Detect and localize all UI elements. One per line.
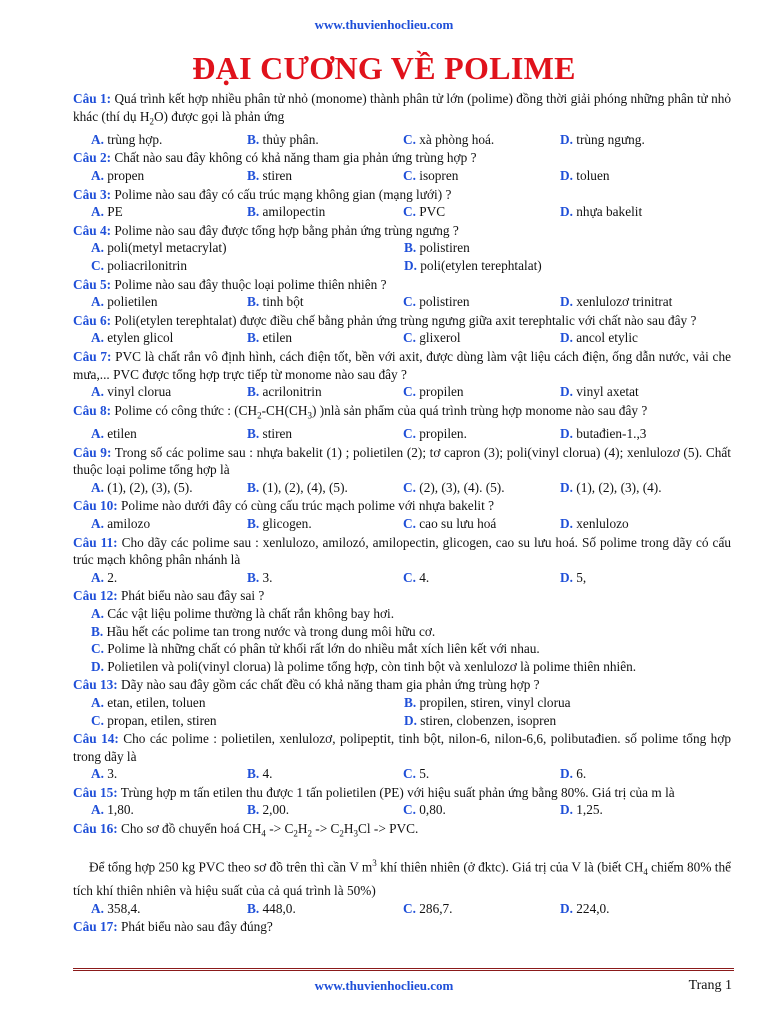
answer-option	[247, 293, 403, 311]
option-text: 224,0.	[576, 900, 610, 916]
question-text	[73, 186, 731, 204]
option-text: amilopectin	[262, 204, 326, 220]
option-letter: C.	[403, 479, 416, 495]
question-item	[73, 149, 731, 184]
answer-options	[73, 801, 731, 819]
option-text: 1,80.	[107, 802, 134, 818]
option-text: 0,80.	[419, 802, 446, 818]
answer-option	[91, 329, 247, 347]
answer-options	[73, 329, 731, 347]
answer-option	[560, 383, 749, 401]
option-text: etilen	[262, 330, 293, 346]
option-letter: B.	[247, 384, 260, 400]
option-text: glixerol	[419, 330, 461, 346]
option-text: isopren	[419, 168, 459, 184]
question-item	[73, 444, 731, 497]
option-letter: C.	[403, 802, 416, 818]
question-number: Câu 16:	[73, 821, 118, 837]
question-text	[73, 587, 731, 605]
option-letter: C.	[91, 712, 104, 728]
answer-options	[73, 425, 731, 443]
option-text: 3.	[107, 766, 118, 782]
question-stem: Poli(etylen terephtalat) được điều chế bằng phản ứng trùng ngưng giữa axit terephtalic với chất nào sau đây ?	[114, 312, 697, 328]
answer-option	[247, 425, 403, 443]
question-item	[73, 918, 731, 936]
answer-option	[247, 765, 403, 783]
option-text: 286,7.	[419, 900, 453, 916]
option-text: Hầu hết các polime tan trong nước và trong dung môi hữu cơ.	[106, 623, 436, 639]
question-number: Câu 3:	[73, 186, 112, 202]
answer-option	[247, 900, 403, 918]
question-item	[73, 676, 731, 729]
answer-option	[91, 712, 404, 730]
question-item	[73, 312, 731, 347]
answer-option	[247, 515, 403, 533]
question-item	[73, 276, 731, 311]
answer-option	[560, 329, 749, 347]
option-letter: B.	[247, 802, 260, 818]
answer-option	[91, 257, 404, 275]
answer-option	[91, 623, 731, 641]
answer-option	[91, 479, 247, 497]
answer-options	[73, 203, 731, 221]
option-text: (2), (3), (4). (5).	[419, 479, 505, 495]
option-letter: A.	[91, 900, 104, 916]
question-item	[73, 348, 731, 401]
question-number: Câu 5:	[73, 276, 112, 292]
option-letter: D.	[560, 479, 573, 495]
option-text: etilen	[107, 426, 137, 441]
question-number: Câu 14:	[73, 731, 119, 747]
option-letter: A.	[91, 605, 104, 621]
answer-option	[91, 605, 731, 623]
option-text: (1), (2), (3), (5).	[107, 479, 193, 495]
question-stem: Chất nào sau đây không có khả năng tham gia phản ứng trùng hợp ?	[114, 150, 477, 166]
option-letter: A.	[91, 694, 104, 710]
option-text: xenlulozơ trinitrat	[576, 294, 673, 310]
answer-option	[91, 640, 731, 658]
question-item	[73, 402, 731, 443]
answer-option	[404, 712, 731, 730]
question-number: Câu 13:	[73, 677, 118, 693]
option-text: propan, etilen, stiren	[107, 712, 217, 728]
answer-option	[403, 801, 560, 819]
option-letter: B.	[247, 294, 260, 310]
question-stem: Polime nào sau đây thuộc loại polime thiên nhiên ?	[114, 276, 387, 292]
question-number: Câu 9:	[73, 444, 112, 460]
answer-option	[560, 167, 749, 185]
answer-option	[403, 329, 560, 347]
answer-options	[73, 167, 731, 185]
option-letter: C.	[403, 330, 416, 346]
answer-option	[91, 383, 247, 401]
question-item	[73, 587, 731, 675]
option-text: Polime là những chất có phân tử khối rất lớn do nhiều mắt xích liên kết với nhau.	[107, 641, 540, 657]
question-text	[73, 402, 731, 425]
answer-option	[560, 479, 749, 497]
option-letter: A.	[91, 479, 104, 495]
question-stem: Phát biểu nào sau đây sai ?	[121, 588, 265, 604]
option-letter: B.	[247, 900, 260, 916]
question-item	[73, 497, 731, 532]
answer-options	[73, 605, 731, 675]
option-letter: B.	[91, 623, 104, 639]
option-text: amilozo	[107, 515, 151, 531]
question-number: Câu 2:	[73, 150, 112, 166]
option-text: 3.	[262, 569, 273, 585]
document-title: ĐẠI CƯƠNG VỀ POLIME	[192, 50, 576, 86]
footer-site-link[interactable]: www.thuvienhoclieu.com	[314, 978, 454, 993]
answer-option	[403, 900, 560, 918]
option-letter: D.	[404, 712, 417, 728]
option-letter: A.	[91, 330, 104, 346]
option-letter: B.	[404, 240, 417, 256]
question-number: Câu 6:	[73, 312, 112, 328]
option-letter: D.	[560, 426, 573, 441]
answer-options	[73, 569, 731, 587]
answer-option	[560, 765, 749, 783]
question-list	[73, 90, 731, 937]
option-text: trùng hợp.	[107, 131, 163, 147]
option-letter: B.	[247, 131, 260, 147]
answer-option	[560, 131, 749, 149]
option-text: 2.	[107, 569, 118, 585]
footer-divider	[73, 968, 734, 971]
option-letter: D.	[404, 258, 417, 273]
option-letter: C.	[403, 900, 416, 916]
answer-option	[404, 694, 731, 712]
option-text: 5.	[419, 766, 430, 782]
option-text: ancol etylic	[576, 330, 638, 346]
option-letter: D.	[560, 168, 573, 184]
question-text	[73, 730, 731, 765]
answer-options	[73, 383, 731, 401]
option-text: propilen.	[419, 426, 467, 441]
option-text: Polietilen và poli(vinyl clorua) là polime tổng hợp, còn tinh bột và xenlulozơ là polime thiên nhiên.	[107, 658, 637, 674]
answer-option	[404, 239, 731, 257]
option-text: 1,25.	[576, 802, 603, 818]
question-text	[73, 222, 731, 240]
option-letter: C.	[403, 766, 416, 782]
answer-option	[403, 293, 560, 311]
answer-option	[91, 293, 247, 311]
question-stem: Trong số các polime sau : nhựa bakelit (1) ; polietilen (2); tơ capron (3); poli(vinyl clorua) (4); xenlulozơ (5). Chất thuộc loại polime tổng hợp là	[73, 444, 731, 478]
question-item	[73, 222, 731, 275]
question-text	[73, 444, 731, 479]
option-text: 4.	[262, 766, 273, 782]
option-text: glicogen.	[262, 515, 312, 531]
option-text: 4.	[419, 569, 430, 585]
option-letter: C.	[91, 258, 104, 273]
answer-option	[91, 694, 404, 712]
option-letter: A.	[91, 168, 104, 184]
option-letter: D.	[560, 384, 573, 400]
option-letter: D.	[560, 802, 573, 818]
answer-options	[73, 479, 731, 497]
question-stem: Polime nào sau đây có cấu trúc mạng không gian (mạng lưới) ?	[114, 186, 452, 202]
answer-option	[91, 167, 247, 185]
option-text: poli(etylen terephtalat)	[420, 258, 542, 273]
question-text	[73, 348, 731, 383]
question-text	[73, 784, 731, 802]
option-text: poliacrilonitrin	[107, 258, 188, 273]
option-text: 6.	[576, 766, 587, 782]
option-text: 5,	[576, 569, 587, 585]
option-letter: C.	[91, 641, 104, 657]
option-text: (1), (2), (3), (4).	[576, 479, 662, 495]
answer-options	[73, 694, 731, 729]
answer-option	[91, 900, 247, 918]
answer-option	[403, 131, 560, 149]
option-letter: B.	[247, 479, 260, 495]
answer-option	[560, 801, 749, 819]
option-text: propilen, stiren, vinyl clorua	[419, 694, 571, 710]
question-number: Câu 12:	[73, 588, 118, 604]
question-stem: Quá trình kết hợp nhiều phân tử nhỏ (monome) thành phân tử lớn (polime) đồng thời giải phóng những phân tử nhỏ khác (thí dụ $H_2O$) được gọi là phản ứng	[73, 91, 732, 127]
option-text: propilen	[419, 384, 464, 400]
question-number: Câu 10:	[73, 498, 118, 514]
option-letter: C.	[403, 294, 416, 310]
option-text: polistiren	[419, 240, 470, 256]
question-stem: Cho sơ đồ chuyển hoá $CH_4 -> C_2H_2 -> C_2H_3Cl$ -> PVC.	[121, 821, 419, 839]
question-text	[73, 534, 731, 569]
question-item	[73, 534, 731, 587]
answer-option	[403, 425, 560, 443]
question-stem: Polime có công thức : ($CH_2-CH(CH_3)$ )nlà sản phẩm của quá trình trùng hợp monome nào sau đây ?	[114, 402, 648, 421]
option-text: (1), (2), (4), (5).	[262, 479, 348, 495]
answer-options	[73, 131, 731, 149]
answer-option	[247, 801, 403, 819]
question-item	[73, 820, 731, 917]
option-letter: B.	[404, 694, 417, 710]
question-extra-text: Để tổng hợp 250 kg PVC theo sơ đồ trên thì cần V $m^3$ khí thiên nhiên (ở đktc). Giá trị của V là (biết $CH_4$ chiếm 80% thể tích khí thiên nhiên và hiệu suất của cả quá trình là 50%)	[73, 858, 731, 898]
option-letter: A.	[91, 240, 104, 256]
option-letter: A.	[91, 204, 104, 220]
answer-options	[73, 515, 731, 533]
option-letter: C.	[403, 569, 416, 585]
answer-option	[560, 569, 749, 587]
option-text: stiren	[262, 426, 293, 441]
option-text: 448,0.	[262, 900, 296, 916]
answer-option	[560, 203, 749, 221]
question-stem: Cho các polime : polietilen, xenlulozơ, polipeptit, tinh bột, nilon-6, nilon-6,6, polibutađien. số polime tổng hợp trong dãy là	[73, 731, 732, 764]
option-letter: B.	[247, 330, 260, 346]
question-number: Câu 8:	[73, 402, 112, 418]
question-text	[73, 312, 731, 330]
option-text: poli(metyl metacrylat)	[107, 240, 227, 256]
option-text: 2,00.	[262, 802, 290, 818]
option-letter: C.	[403, 515, 416, 531]
option-text: stiren	[262, 168, 293, 184]
answer-option	[91, 515, 247, 533]
option-letter: A.	[91, 766, 104, 782]
answer-option	[404, 257, 731, 275]
option-letter: D.	[560, 515, 573, 531]
answer-option	[560, 515, 749, 533]
option-text: cao su lưu hoá	[419, 515, 497, 531]
option-text: xenlulozo	[576, 515, 629, 531]
question-text	[73, 676, 731, 694]
answer-option	[91, 801, 247, 819]
option-letter: B.	[247, 204, 260, 220]
option-letter: B.	[247, 569, 260, 585]
answer-option	[91, 658, 731, 676]
option-text: acrilonitrin	[262, 384, 322, 400]
option-text: polistiren	[419, 294, 470, 310]
option-letter: A.	[91, 802, 104, 818]
option-letter: A.	[91, 294, 104, 310]
question-number: Câu 11:	[73, 534, 118, 550]
answer-option	[247, 203, 403, 221]
answer-options	[73, 239, 731, 274]
question-stem: Cho dãy các polime sau : xenlulozo, amilozó, amilopectin, glicogen, cao su lưu hoá. Số polime trong dãy có cấu trúc mạch không phân nhánh là	[73, 534, 731, 568]
option-text: polietilen	[107, 294, 158, 310]
answer-option	[403, 515, 560, 533]
answer-option	[403, 203, 560, 221]
question-item	[73, 784, 731, 819]
option-text: toluen	[576, 168, 610, 184]
question-stem: Phát biểu nào sau đây đúng?	[121, 919, 273, 935]
answer-options	[73, 293, 731, 311]
option-text: trùng ngưng.	[576, 131, 645, 147]
answer-option	[247, 383, 403, 401]
answer-option	[91, 765, 247, 783]
question-text	[73, 918, 731, 936]
option-letter: C.	[403, 384, 416, 400]
option-letter: A.	[91, 426, 104, 441]
option-letter: A.	[91, 131, 104, 147]
option-text: xà phòng hoá.	[419, 131, 495, 147]
answer-option	[91, 569, 247, 587]
question-number: Câu 7:	[73, 348, 112, 364]
answer-option	[247, 167, 403, 185]
header-site-link[interactable]: www.thuvienhoclieu.com	[314, 17, 454, 32]
answer-option	[403, 383, 560, 401]
answer-option	[403, 765, 560, 783]
question-stem: Dãy nào sau đây gồm các chất đều có khả năng tham gia phản ứng trùng hợp ?	[121, 677, 540, 693]
answer-option	[560, 425, 749, 443]
question-stem: Trùng hợp m tấn etilen thu được 1 tấn polietilen (PE) với hiệu suất phản ứng bằng 80%. Giá trị của m là	[120, 784, 675, 800]
option-letter: D.	[560, 900, 573, 916]
option-text: stiren, clobenzen, isopren	[420, 712, 557, 728]
question-number: Câu 1:	[73, 91, 112, 106]
option-letter: C.	[403, 168, 416, 184]
option-text: PVC	[419, 204, 446, 220]
option-letter: D.	[91, 658, 104, 674]
question-number: Câu 15:	[73, 784, 118, 800]
option-text: 358,4.	[107, 900, 141, 916]
question-item	[73, 730, 731, 783]
answer-option	[560, 900, 749, 918]
answer-option	[91, 239, 404, 257]
question-text	[73, 149, 731, 167]
option-letter: A.	[91, 569, 104, 585]
answer-option	[91, 425, 247, 443]
option-letter: D.	[560, 569, 573, 585]
option-letter: D.	[560, 294, 573, 310]
option-letter: B.	[247, 426, 260, 441]
answer-options	[73, 765, 731, 783]
answer-option	[560, 293, 749, 311]
answer-option	[247, 569, 403, 587]
answer-option	[91, 203, 247, 221]
option-text: etan, etilen, toluen	[107, 694, 206, 710]
answer-options	[73, 900, 731, 918]
answer-option	[403, 167, 560, 185]
option-text: vinyl clorua	[107, 384, 172, 400]
option-text: etylen glicol	[107, 330, 174, 346]
option-text: PE	[107, 204, 123, 220]
question-number: Câu 17:	[73, 919, 118, 935]
option-letter: A.	[91, 515, 104, 531]
option-letter: B.	[247, 515, 260, 531]
option-letter: C.	[403, 204, 416, 220]
option-letter: B.	[247, 766, 260, 782]
option-text: nhựa bakelit	[576, 204, 643, 220]
answer-option	[403, 479, 560, 497]
question-stem: Polime nào sau đây được tổng hợp bằng phản ứng trùng ngưng ?	[114, 222, 459, 238]
option-text: propen	[107, 168, 145, 184]
page-number: Trang 1	[688, 978, 732, 993]
question-text	[73, 497, 731, 515]
option-text: Các vật liệu polime thường là chất rắn không bay hơi.	[107, 605, 395, 621]
question-text	[73, 276, 731, 294]
option-letter: D.	[560, 766, 573, 782]
option-text: tinh bột	[262, 294, 304, 310]
answer-option	[403, 569, 560, 587]
answer-option	[91, 131, 247, 149]
question-text	[73, 90, 731, 131]
answer-option	[247, 131, 403, 149]
answer-option	[247, 329, 403, 347]
question-number: Câu 4:	[73, 222, 112, 238]
option-text: thủy phân.	[262, 131, 319, 147]
option-text: vinyl axetat	[576, 384, 639, 400]
option-letter: B.	[247, 168, 260, 184]
option-letter: A.	[91, 384, 104, 400]
answer-option	[247, 479, 403, 497]
question-stem: Polime nào dưới đây có cùng cấu trúc mạch polime với nhựa bakelit ?	[121, 498, 495, 514]
option-letter: D.	[560, 204, 573, 220]
question-item	[73, 186, 731, 221]
option-letter: C.	[403, 426, 416, 441]
question-item	[73, 90, 731, 148]
option-text: butađien-1.,3	[576, 426, 647, 441]
question-stem: PVC là chất rắn vô định hình, cách điện tốt, bền với axit, được dùng làm vật liệu cách điện, ống dẫn nước, vải che mưa,... PVC được tổng hợp trực tiếp từ monome nào sau đây ?	[73, 348, 732, 382]
question-text	[73, 820, 731, 843]
option-letter: D.	[560, 330, 573, 346]
option-letter: D.	[560, 131, 573, 147]
option-letter: C.	[403, 131, 416, 147]
